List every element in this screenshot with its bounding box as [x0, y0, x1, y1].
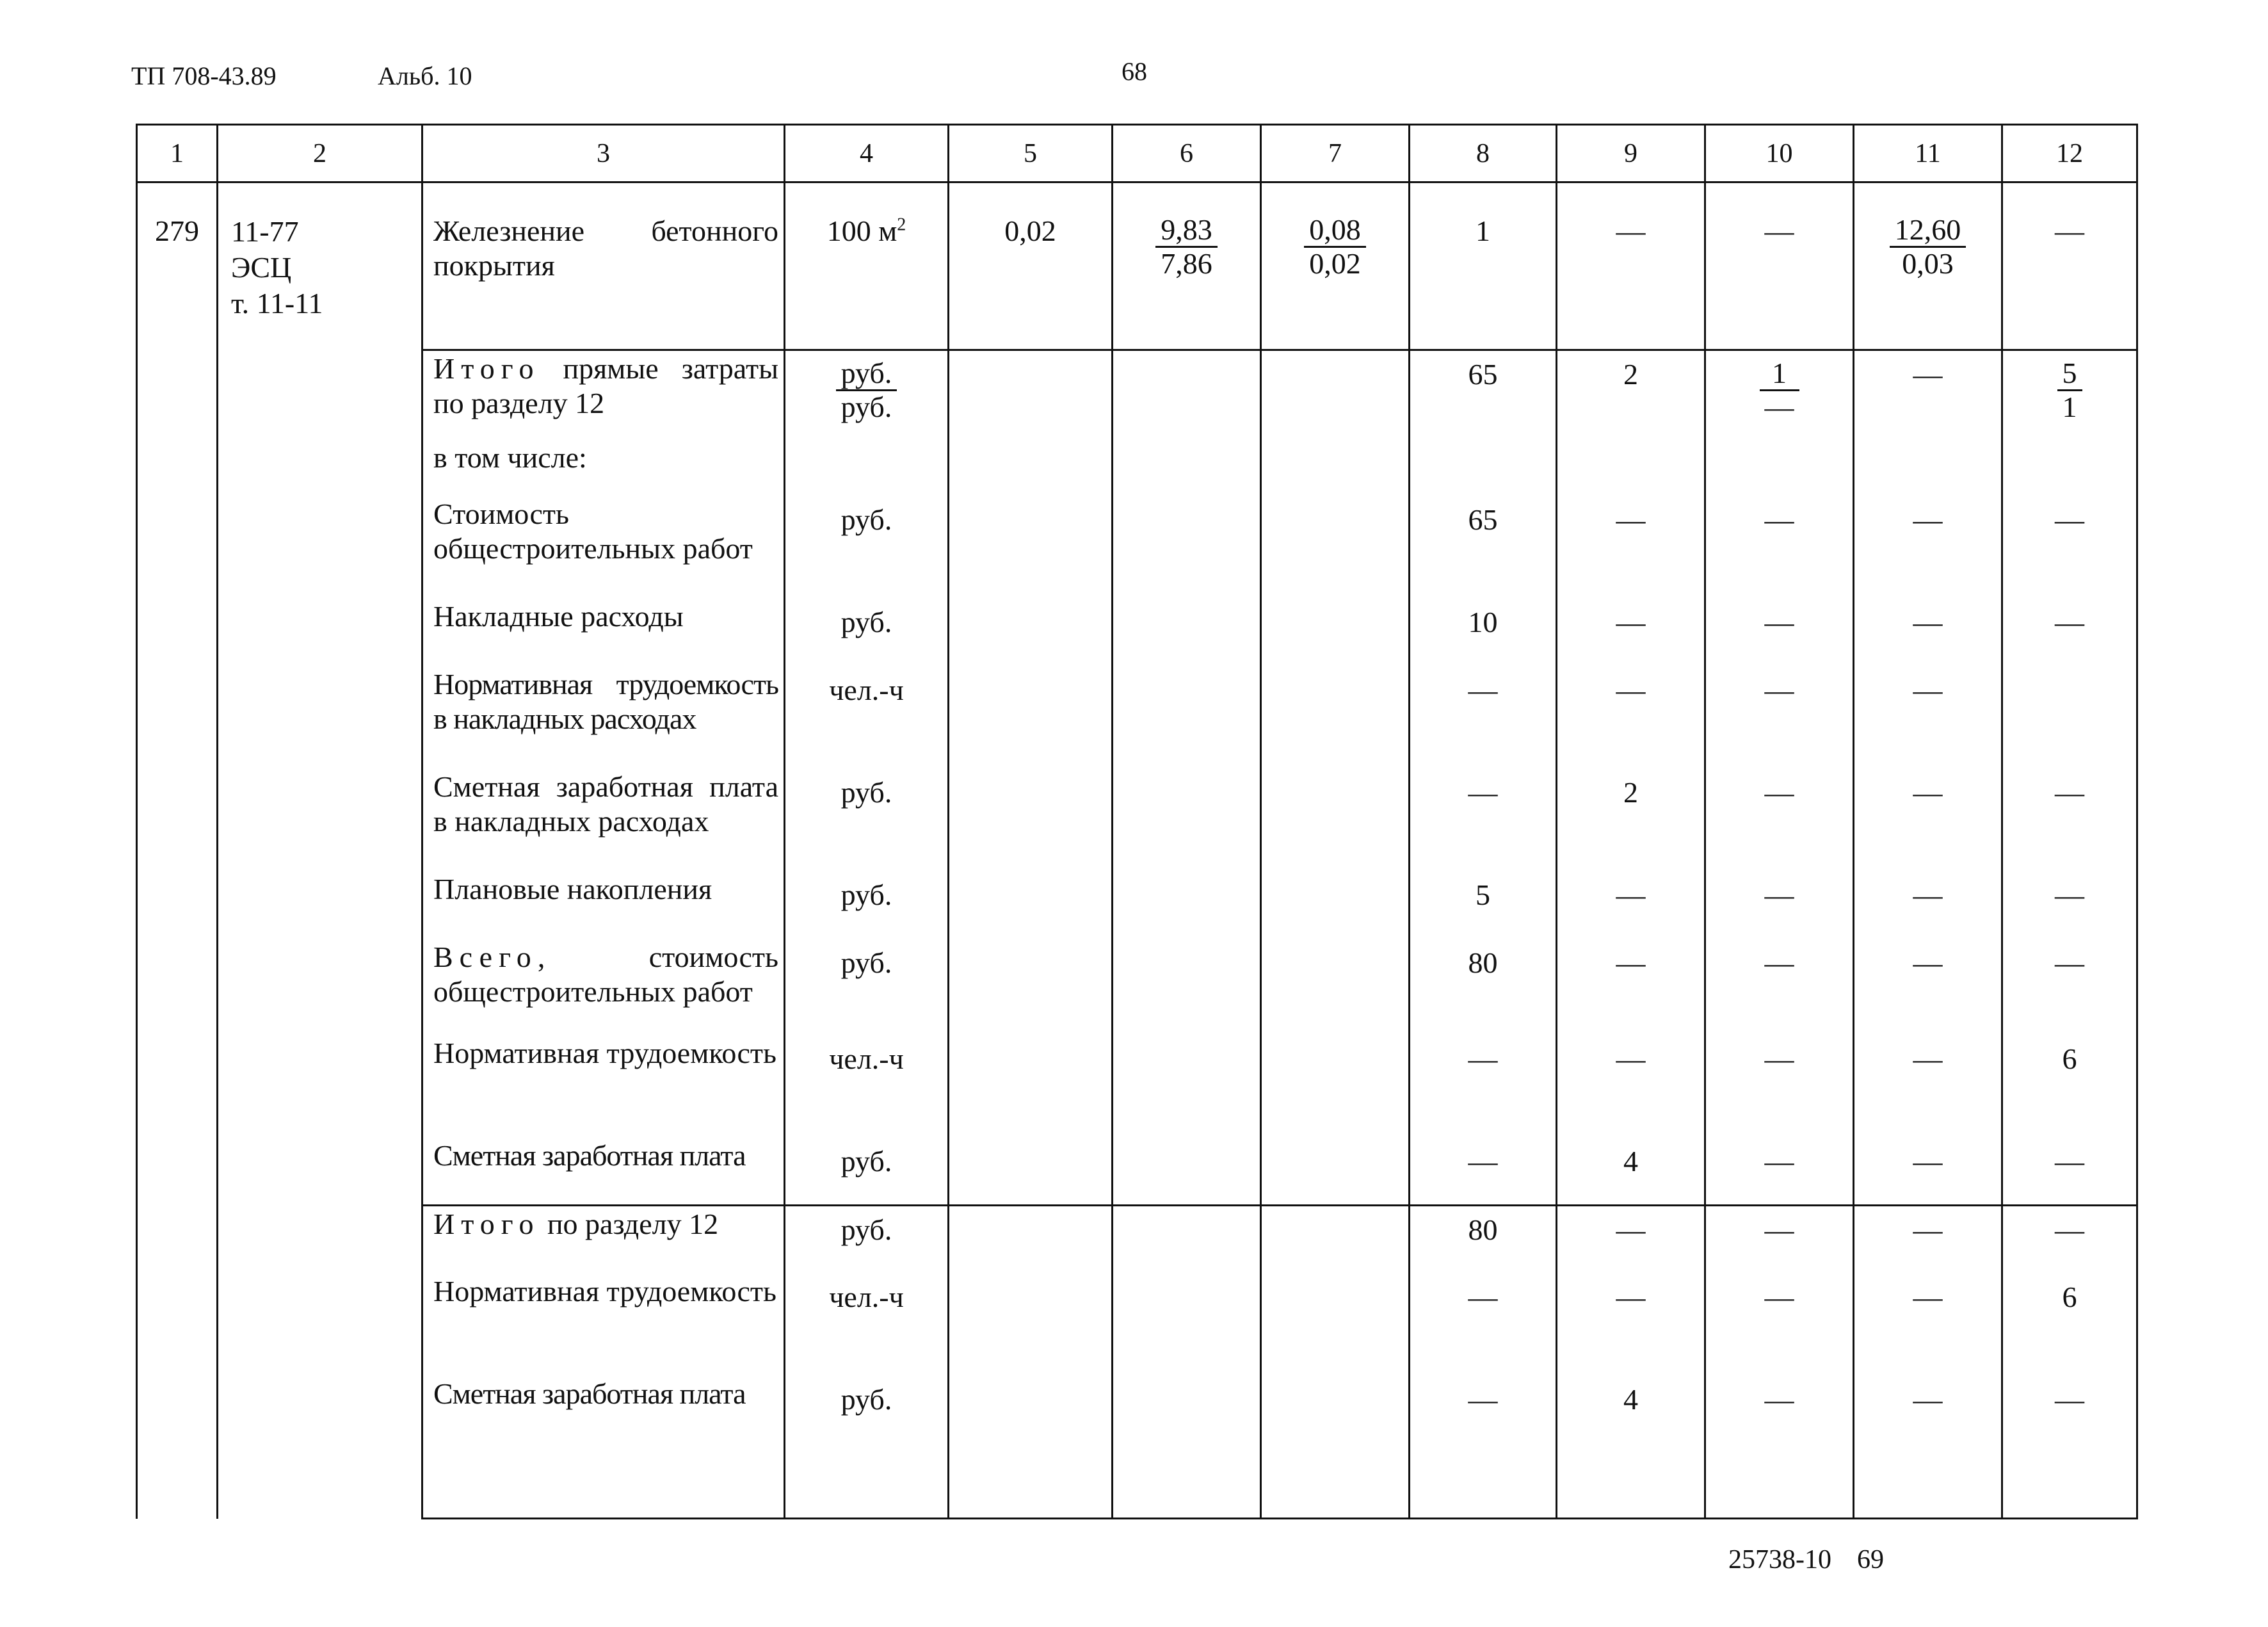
cell-c11: —	[1854, 939, 2002, 1035]
cell-c10: —	[1705, 1138, 1854, 1206]
column-header: 9	[1557, 125, 1705, 182]
cost-row	[137, 1035, 2137, 1138]
cell-c12: —	[2002, 599, 2137, 667]
cell-c10: —	[1705, 939, 1854, 1035]
cell-c10: —	[1705, 182, 1854, 350]
item-unit: 100 $м^2$	[785, 182, 949, 350]
column-header: 4	[785, 125, 949, 182]
cell-c8: —	[1410, 1274, 1557, 1376]
cost-row	[137, 496, 2137, 599]
footer	[1728, 1544, 1910, 1575]
section-total-row	[137, 350, 2137, 440]
cell-c12: $\frac{5}{1}$	[2002, 350, 2137, 440]
cell-c8: —	[1410, 1138, 1557, 1206]
cell-c10: —	[1705, 1274, 1854, 1376]
cell-c10: —	[1705, 769, 1854, 871]
cell-c9: —	[1557, 667, 1705, 769]
cost-row	[137, 871, 2137, 939]
cost-row	[137, 599, 2137, 667]
item-row	[137, 182, 2137, 350]
cell-c12: 6	[2002, 1274, 2137, 1376]
row-unit: руб.	[785, 871, 949, 939]
row-unit: руб.	[785, 1376, 949, 1519]
reference-line: т. 11-11	[231, 287, 323, 320]
cell-c12: —	[2002, 496, 2137, 599]
row-label: Сметная заработная плата в накладных расходах	[422, 769, 785, 871]
row-unit: $\frac{\text{руб.}}{\text{руб.}}$	[785, 350, 949, 440]
row-label: Всего, стоимость общестроительных работ	[422, 939, 785, 1035]
cell-c12	[2002, 667, 2137, 769]
footer-code: 25738-10	[1728, 1545, 1831, 1574]
cell-c11: —	[1854, 871, 2002, 939]
cell-c12: —	[2002, 1138, 2137, 1206]
cell-c9: —	[1557, 182, 1705, 350]
cell-c12: —	[2002, 1376, 2137, 1519]
cell-c11: —	[1854, 1138, 2002, 1206]
cell-c8: 1	[1410, 182, 1557, 350]
document-code: ТП 708-43.89	[131, 61, 277, 90]
cell-c9: —	[1557, 1035, 1705, 1138]
cost-row	[137, 667, 2137, 769]
final-row	[137, 1376, 2137, 1519]
column-header: 7	[1261, 125, 1410, 182]
cell-c8: 65	[1410, 496, 1557, 599]
row-label: Нормативная трудоемкость в накладных расходах	[422, 667, 785, 769]
cell-c9: —	[1557, 599, 1705, 667]
item-name: Железнение бетонного покрытия	[422, 182, 785, 350]
row-label: Накладные расходы	[422, 599, 785, 667]
cell-c9: 4	[1557, 1138, 1705, 1206]
cell-c8: —	[1410, 1035, 1557, 1138]
cell-c10: —	[1705, 667, 1854, 769]
cell-c8: 65	[1410, 350, 1557, 440]
cell-c9: —	[1557, 939, 1705, 1035]
row-label: Итого по разделу 12	[422, 1206, 785, 1274]
reference-line: 11-77	[231, 215, 299, 248]
cell-c9: 2	[1557, 350, 1705, 440]
cell-c12: 6	[2002, 1035, 2137, 1138]
item-reference	[218, 182, 422, 1519]
cell-c12: —	[2002, 182, 2137, 350]
cell-c8: 5	[1410, 871, 1557, 939]
footer-page: 69	[1857, 1545, 1884, 1574]
item-number: 279	[137, 182, 218, 1519]
row-unit: руб.	[785, 769, 949, 871]
cell-c8: —	[1410, 1376, 1557, 1519]
column-header: 10	[1705, 125, 1854, 182]
cell-c11: —	[1854, 1376, 2002, 1519]
row-unit: руб.	[785, 1206, 949, 1274]
column-header: 12	[2002, 125, 2137, 182]
cell-c11: $\frac{12,60}{0,03}$	[1854, 182, 2002, 350]
cell-c9: 2	[1557, 769, 1705, 871]
cell-c9: —	[1557, 1206, 1705, 1274]
column-header: 2	[218, 125, 422, 182]
cell-c8: —	[1410, 667, 1557, 769]
column-header: 5	[949, 125, 1113, 182]
cell-c10: —	[1705, 1206, 1854, 1274]
cell-c7: $\frac{0,08}{0,02}$	[1261, 182, 1410, 350]
cell-c11: —	[1854, 667, 2002, 769]
cell-c8: —	[1410, 769, 1557, 871]
final-total-row	[137, 1206, 2137, 1274]
cell-c10: —	[1705, 1376, 1854, 1519]
cell-c12: —	[2002, 1206, 2137, 1274]
cell-c9: —	[1557, 871, 1705, 939]
row-unit: чел.-ч	[785, 1035, 949, 1138]
cell-c10: —	[1705, 871, 1854, 939]
page-number: 68	[1122, 57, 1147, 86]
cell-c11: —	[1854, 1274, 2002, 1376]
cell-c11: —	[1854, 350, 2002, 440]
including-row	[137, 440, 2137, 496]
cell-c8: 80	[1410, 1206, 1557, 1274]
column-header: 1	[137, 125, 218, 182]
row-label: Стоимость общестроительных работ	[422, 496, 785, 599]
cell-c11: —	[1854, 599, 2002, 667]
column-header-row	[137, 125, 2137, 182]
row-unit: руб.	[785, 599, 949, 667]
cell-c11: —	[1854, 769, 2002, 871]
row-unit: руб.	[785, 1138, 949, 1206]
cell-c5: 0,02	[949, 182, 1113, 350]
estimate-table	[136, 124, 2138, 1519]
cell-c12: —	[2002, 769, 2137, 871]
row-label: Нормативная трудоемкость	[422, 1035, 785, 1138]
row-unit: чел.-ч	[785, 1274, 949, 1376]
cell-c10: —	[1705, 496, 1854, 599]
cost-row	[137, 769, 2137, 871]
cell-c10: —	[1705, 599, 1854, 667]
row-label: Плановые накопления	[422, 871, 785, 939]
column-header: 11	[1854, 125, 2002, 182]
row-label: Сметная заработная плата	[422, 1138, 785, 1206]
row-unit: чел.-ч	[785, 667, 949, 769]
row-unit: руб.	[785, 939, 949, 1035]
column-header: 8	[1410, 125, 1557, 182]
row-unit: руб.	[785, 496, 949, 599]
cell-c6: $\frac{9,83}{7,86}$	[1113, 182, 1261, 350]
cell-c11: —	[1854, 496, 2002, 599]
cell-c9: 4	[1557, 1376, 1705, 1519]
including-label: в том числе:	[422, 440, 785, 496]
cell-c11: —	[1854, 1206, 2002, 1274]
row-label: Нормативная трудоемкость	[422, 1274, 785, 1376]
row-label: Сметная заработная плата	[422, 1376, 785, 1519]
cell-c8: 10	[1410, 599, 1557, 667]
cell-c9: —	[1557, 496, 1705, 599]
cell-c9: —	[1557, 1274, 1705, 1376]
reference-line: ЭСЦ	[231, 251, 292, 284]
album-number: Альб. 10	[378, 61, 472, 90]
cost-row	[137, 1138, 2137, 1206]
cell-c8: 80	[1410, 939, 1557, 1035]
cost-row	[137, 939, 2137, 1035]
cell-c10: —	[1705, 1035, 1854, 1138]
column-header: 6	[1113, 125, 1261, 182]
cell-c11: —	[1854, 1035, 2002, 1138]
cell-c12: —	[2002, 939, 2137, 1035]
cell-c10: $\frac{1}{—}$	[1705, 350, 1854, 440]
cell-c12: —	[2002, 871, 2137, 939]
row-label: Итого прямые затраты по разделу 12	[422, 350, 785, 440]
final-row	[137, 1274, 2137, 1376]
column-header: 3	[422, 125, 785, 182]
